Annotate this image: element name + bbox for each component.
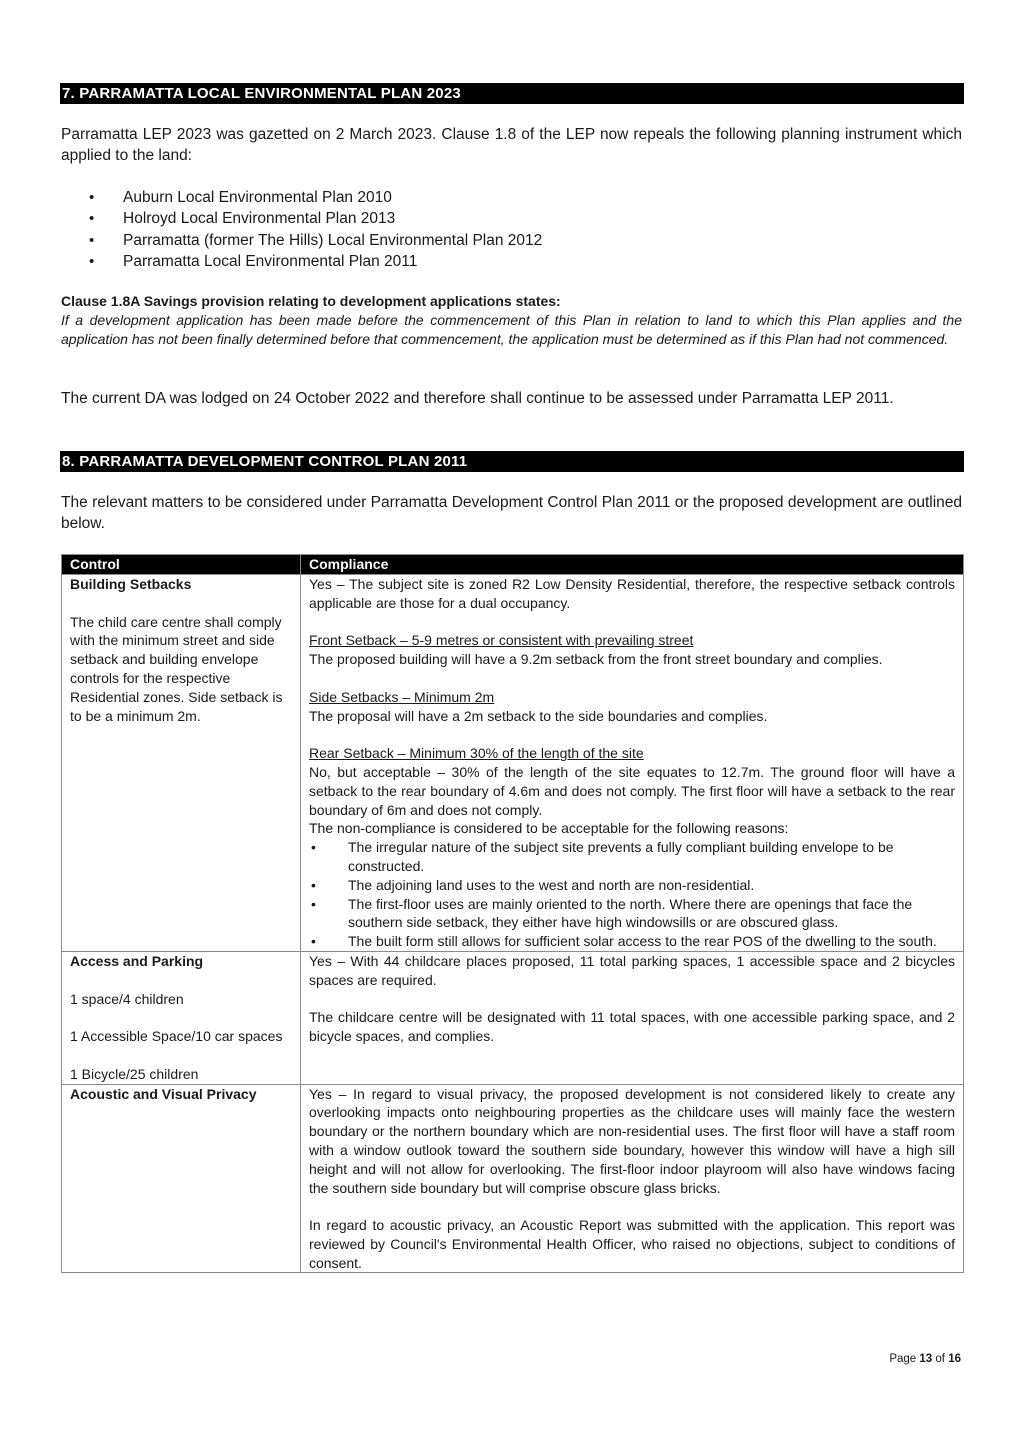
page-label: Page — [889, 1353, 917, 1365]
current-page: 13 — [919, 1353, 933, 1365]
column-header-control: Control — [62, 555, 301, 575]
section-8-intro: The relevant matters to be considered under Parramatta Development Control Plan 2011 or the proposed development are outlined below. — [61, 494, 962, 532]
control-cell — [62, 1084, 301, 1273]
table-row — [62, 1084, 964, 1273]
compliance-text: No, but acceptable – 30% of the length of the site equates to 12.7m. The ground floor will have a setback to the rear boundary of 4.6m and does not comply. The first floor will have a setback to the rear boundary of 6m and does not comply. — [309, 763, 955, 818]
column-header-compliance: Compliance — [301, 555, 964, 575]
compliance-cell — [301, 575, 964, 952]
control-text: 1 Bicycle/25 children — [70, 1065, 199, 1082]
control-title: Acoustic and Visual Privacy — [70, 1085, 257, 1102]
clause-title: Clause 1.8A Savings provision relating to development applications states: — [61, 293, 561, 309]
side-setback-heading: Side Setbacks – Minimum 2m — [309, 688, 495, 705]
compliance-cell — [301, 951, 964, 1084]
list-item: • Holroyd Local Environmental Plan 2013 — [61, 208, 961, 229]
section-7-intro: Parramatta LEP 2023 was gazetted on 2 March 2023. Clause 1.8 of the LEP now repeals the following planning instrument which applied to the land: — [61, 126, 962, 164]
control-text: The child care centre shall comply with the minimum street and side setback and building envelope controls for the respective Residential zones. Side setback is to be a minimum 2m. — [70, 613, 283, 724]
compliance-text: Yes – The subject site is zoned R2 Low Density Residential, therefore, the respective setback controls applicable are those for a dual occupancy. — [309, 576, 955, 611]
repealed-instruments-list — [61, 187, 961, 272]
compliance-text: The non-compliance is considered to be acceptable for the following reasons: — [309, 820, 789, 837]
control-title: Building Setbacks — [70, 576, 192, 592]
total-pages: 16 — [948, 1353, 961, 1365]
list-item: • The first-floor uses are mainly oriented to the north. Where there are openings that face the southern side setback, they either have high windowsills or are obscured glass. — [309, 895, 955, 933]
list-item: • Parramatta (former The Hills) Local Environmental Plan 2012 — [61, 230, 961, 251]
section-7-conclusion: The current DA was lodged on 24 October 2022 and therefore shall continue to be assessed under Parramatta LEP 2011. — [61, 390, 894, 407]
list-item: • Parramatta Local Environmental Plan 2011 — [61, 251, 961, 272]
control-cell — [62, 575, 301, 952]
compliance-text: The proposed building will have a 9.2m setback from the front street boundary and complies. — [309, 651, 883, 668]
list-item: • Auburn Local Environmental Plan 2010 — [61, 187, 961, 208]
list-item: • The built form still allows for sufficient solar access to the rear POS of the dwelling to the south. — [309, 932, 955, 951]
list-item: • The irregular nature of the subject site prevents a fully compliant building envelope to be constructed. — [309, 838, 955, 876]
compliance-cell — [301, 1084, 964, 1273]
control-text: 1 Accessible Space/10 car spaces — [70, 1028, 283, 1045]
table-row — [62, 951, 964, 1084]
compliance-text: Yes – With 44 childcare places proposed, 11 total parking spaces, 1 accessible space and 2 bicycles spaces are required. — [309, 952, 955, 988]
section-7-heading: 7. PARRAMATTA LOCAL ENVIRONMENTAL PLAN 2023 — [60, 83, 964, 104]
clause-text: If a development application has been made before the commencement of this Plan in relation to land to which this Plan applies and the application has not been finally determined before that commencement, the application must be determined as if this Plan had not commenced. — [61, 312, 962, 347]
page-number — [889, 1353, 961, 1365]
compliance-text: The proposal will have a 2m setback to the side boundaries and complies. — [309, 707, 768, 724]
section-8-heading: 8. PARRAMATTA DEVELOPMENT CONTROL PLAN 2011 — [60, 451, 964, 472]
compliance-text: In regard to acoustic privacy, an Acoustic Report was submitted with the application. This report was reviewed by Council's Environmental Health Officer, who raised no objections, subject to conditions of consent. — [309, 1217, 955, 1271]
table-row — [62, 575, 964, 952]
control-cell — [62, 951, 301, 1084]
compliance-text: The childcare centre will be designated with 11 total spaces, with one accessible parking space, and 2 bicycle spaces, and complies. — [309, 1009, 955, 1045]
reasons-list — [309, 838, 955, 951]
control-text: 1 space/4 children — [70, 990, 184, 1007]
control-title: Access and Parking — [70, 952, 204, 969]
of-label: of — [935, 1353, 945, 1365]
table-header-row — [62, 555, 964, 575]
compliance-text: Yes – In regard to visual privacy, the proposed development is not considered likely to create any overlooking impacts onto neighbouring properties as the childcare uses will mainly face the western boundary or the northern boundary which are non-residential uses. The first floor will have a staff room with a window outlook toward the southern side boundary, however this window will have a high sill height and will not allow for overlooking. The first-floor indoor playroom will also have windows facing the southern side boundary but will comprise obscure glass bricks. — [309, 1085, 955, 1196]
dcp-compliance-table — [61, 554, 964, 1273]
rear-setback-heading: Rear Setback – Minimum 30% of the length of the site — [309, 745, 644, 762]
list-item: • The adjoining land uses to the west and north are non-residential. — [309, 876, 955, 895]
front-setback-heading: Front Setback – 5-9 metres or consistent with prevailing street — [309, 632, 694, 649]
